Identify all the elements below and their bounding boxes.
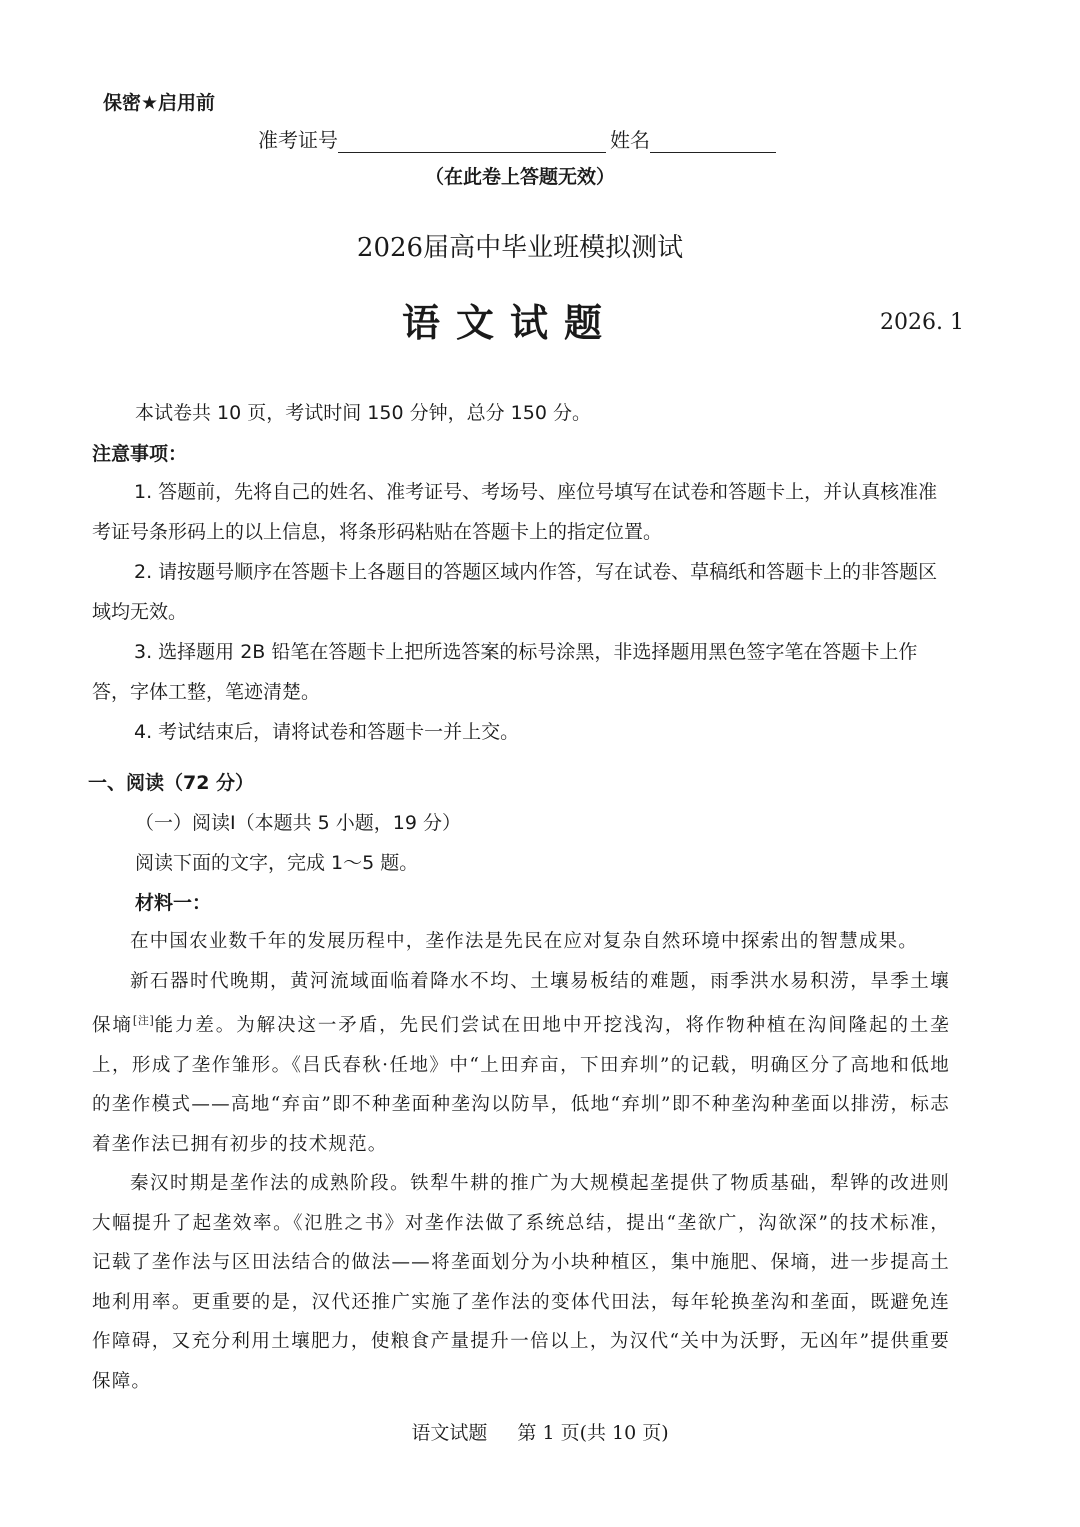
material-label: 材料一： [135,892,212,914]
exam-date: 2026. 1 [880,310,964,335]
notice-item: 2. 请按题号顺序在答题卡上各题目的答题区域内作答，写在试卷、草稿纸和答题卡上的非答题区域均无效。 [92,561,938,623]
footnote-marker: [注] [132,1014,154,1027]
passage-paragraph: 在中国农业数千年的发展历程中，垄作法是先民在应对复杂自然环境中探索出的智慧成果。 [130,931,919,952]
notice-item: 1. 答题前，先将自己的姓名、准考证号、考场号、座位号填写在试卷和答题卡上，并认真核准准考证号条形码上的以上信息，将条形码粘贴在答题卡上的指定位置。 [92,481,938,543]
footer-page-number: 第 1 页(共 10 页) [517,1422,669,1444]
exam-title: 语文试题 [401,301,618,345]
confidential-label: 保密★启用前 [103,92,216,114]
invalid-answer-notice: （在此卷上答题无效） [424,166,615,188]
exam-subtitle: 2026届高中毕业班模拟测试 [356,233,684,263]
name-label: 姓名 [610,128,650,152]
reading-instruction: 阅读下面的文字，完成 1～5 题。 [135,852,419,874]
passage-text: 能力差。为解决这一矛盾，先民们尝试在田地中开挖浅沟，将作物种植在沟间隆起的土垄上，形成了垄作雏形。《吕氏春秋·任地》中“上田弃亩，下田弃圳”的记载，明确区分了高地和低地的垄作模式——高地“弃亩”即不种垄面种垄沟以防旱，低地“弃圳”即不种垄沟种垄面以排涝，标志着垄作法已拥有初步的技术规范。 [92,1015,950,1155]
section-heading: 一、阅读（72 分） [88,772,255,794]
reading-passage [92,922,950,1401]
candidate-info-line [258,124,776,153]
page-footer [0,1418,1080,1445]
notice-item: 4. 考试结束后，请将试卷和答题卡一并上交。 [134,721,520,743]
notice-item: 3. 选择题用 2B 铅笔在答题卡上把所选答案的标号涂黑，非选择题用黑色签字笔在答题卡上作答，字体工整，笔迹清楚。 [92,641,918,703]
passage-text: 新石器时代晚期，黄河流域面临着降水不均、土壤易板结的难题，雨季洪水易积涝，旱季土壤保墒 [92,970,950,1037]
name-blank [650,130,776,153]
footer-subject: 语文试题 [411,1422,488,1444]
subsection-heading: （一）阅读Ⅰ（本题共 5 小题，19 分） [135,812,461,834]
passage-paragraph [92,962,950,1165]
exam-intro: 本试卷共 10 页，考试时间 150 分钟，总分 150 分。 [135,402,591,424]
passage-paragraph: 秦汉时期是垄作法的成熟阶段。铁犁牛耕的推广为大规模起垄提供了物质基础，犁铧的改进则大幅提升了起垄效率。《氾胜之书》对垄作法做了系统总结，提出“垄欲广，沟欲深”的技术标准，记载了垄作法与区田法结合的做法——将垄面划分为小块种植区，集中施肥、保墒，进一步提高土地利用率。更重要的是，汉代还推广实施了垄作法的变体代田法，每年轮换垄沟和垄面，既避免连作障碍，又充分利用土壤肥力，使粮食产量提升一倍以上，为汉代“关中为沃野，无凶年”提供重要保障。 [92,1173,950,1392]
notices-list [92,472,952,752]
notices-heading: 注意事项： [92,443,188,465]
exam-id-blank [338,130,606,153]
exam-id-label: 准考证号 [258,128,338,152]
